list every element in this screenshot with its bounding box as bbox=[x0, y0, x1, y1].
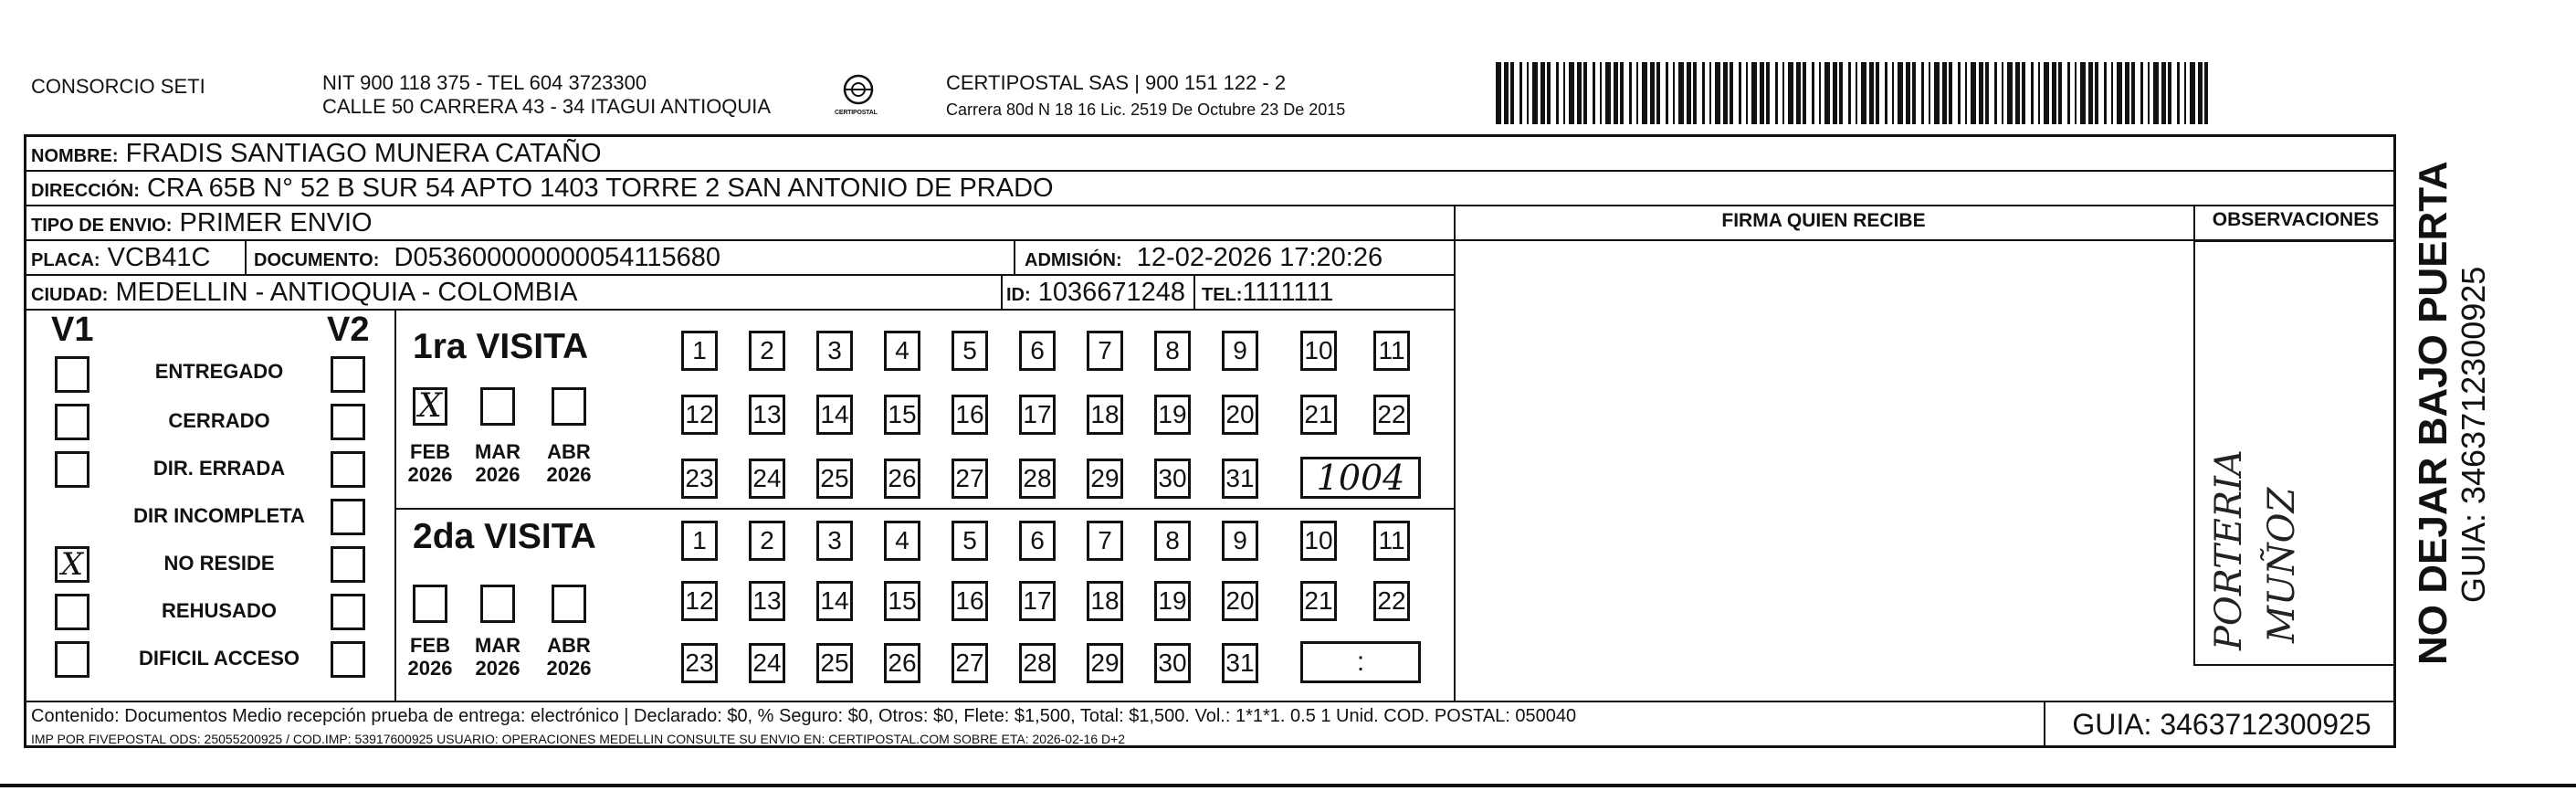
visit2-day-box[interactable]: 9 bbox=[1222, 521, 1258, 561]
visit1-day-box[interactable]: 1 bbox=[681, 331, 718, 371]
barcode bbox=[1496, 62, 2213, 124]
observation-line-2: MUÑOZ bbox=[2261, 487, 2303, 643]
v1-checkbox[interactable] bbox=[55, 594, 89, 630]
city-row: CIUDAD: MEDELLIN - ANTIOQUIA - COLOMBIA bbox=[31, 278, 578, 307]
visit2-day-box[interactable]: 22 bbox=[1373, 581, 1410, 621]
visit1-day-box[interactable]: 30 bbox=[1154, 459, 1191, 499]
visit1-day-box[interactable]: 28 bbox=[1019, 459, 1056, 499]
company-name: CONSORCIO SETI bbox=[31, 75, 205, 98]
visit1-day-box[interactable]: 21 bbox=[1300, 395, 1337, 435]
visit2-day-box[interactable]: 20 bbox=[1222, 581, 1258, 621]
reason-label: ENTREGADO bbox=[154, 360, 284, 383]
visit2-day-box[interactable]: 19 bbox=[1154, 581, 1191, 621]
v2-checkbox[interactable] bbox=[331, 356, 365, 393]
v2-checkbox[interactable] bbox=[331, 499, 365, 535]
recipient-name: FRADIS SANTIAGO MUNERA CATAÑO bbox=[125, 139, 602, 168]
visit1-day-box[interactable]: 29 bbox=[1087, 459, 1123, 499]
nit-line: NIT 900 118 375 - TEL 604 3723300 bbox=[322, 71, 647, 94]
visit2-month-checkbox[interactable] bbox=[480, 585, 515, 623]
visit1-day-box[interactable]: 19 bbox=[1154, 395, 1191, 435]
visit1-day-box[interactable]: 2 bbox=[749, 331, 785, 371]
address-line: CALLE 50 CARRERA 43 - 34 ITAGUI ANTIOQUIA bbox=[322, 95, 772, 118]
visit1-day-box[interactable]: 14 bbox=[816, 395, 853, 435]
signature-header: FIRMA QUIEN RECIBE bbox=[1721, 210, 1926, 231]
signature-area[interactable] bbox=[1457, 241, 2192, 698]
tel-value: 1111111 bbox=[1242, 278, 1334, 307]
visit2-day-box[interactable]: 1 bbox=[681, 521, 718, 561]
imp-line: IMP POR FIVEPOSTAL ODS: 25055200925 / COD.IMP: 53917600925 USUARIO: OPERACIONES MEDELLIN CONSULTE SU ENVIO EN: CERTIPOSTAL.COM SOBRE ETA: 2026-02-16 D+2 bbox=[31, 732, 1126, 746]
tel-cell: TEL:1111111 bbox=[1202, 278, 1334, 307]
v2-header: V2 bbox=[327, 311, 370, 349]
visit1-title: 1ra VISITA bbox=[413, 327, 589, 366]
visit2-day-box[interactable]: 17 bbox=[1019, 581, 1056, 621]
visit1-day-box[interactable]: 3 bbox=[816, 331, 853, 371]
visit1-day-box[interactable]: 8 bbox=[1154, 331, 1191, 371]
guia-footer: GUIA: 3463712300925 bbox=[2072, 708, 2371, 741]
id-cell: ID: 1036671248 bbox=[1006, 278, 1186, 307]
visit1-day-box[interactable]: 6 bbox=[1019, 331, 1056, 371]
visit2-day-box[interactable]: 14 bbox=[816, 581, 853, 621]
v1-checkbox[interactable]: X bbox=[55, 546, 89, 583]
visit1-day-box[interactable]: 31 bbox=[1222, 459, 1258, 499]
v1-checkbox[interactable] bbox=[55, 451, 89, 488]
v1-checkbox[interactable] bbox=[55, 404, 89, 440]
visit1-day-box[interactable]: 23 bbox=[681, 459, 718, 499]
visit1-day-box[interactable]: 25 bbox=[816, 459, 853, 499]
visit1-day-box[interactable]: 27 bbox=[952, 459, 988, 499]
reason-label: NO RESIDE bbox=[163, 552, 275, 575]
v2-checkbox[interactable] bbox=[331, 641, 365, 678]
reason-label: CERRADO bbox=[168, 409, 270, 432]
v1-checkbox[interactable] bbox=[55, 641, 89, 678]
visit1-day-box[interactable]: 18 bbox=[1087, 395, 1123, 435]
v1-checkbox[interactable] bbox=[55, 356, 89, 393]
visit1-month-checkbox[interactable]: X bbox=[413, 387, 447, 426]
reason-label: DIFICIL ACCESO bbox=[138, 647, 300, 670]
shipment-type: PRIMER ENVIO bbox=[179, 208, 373, 237]
visit1-day-box[interactable]: 7 bbox=[1087, 331, 1123, 371]
visit1-day-box[interactable]: 4 bbox=[884, 331, 920, 371]
certipostal-logo bbox=[833, 71, 884, 122]
observation-line-1: PORTERIA bbox=[2208, 449, 2250, 650]
city-value: MEDELLIN - ANTIOQUIA - COLOMBIA bbox=[115, 278, 578, 307]
content-line: Contenido: Documentos Medio recepción prueba de entrega: electrónico | Declarado: $0, % Seguro: $0, Otros: $0, Flete: $1,500, Total: $1,500. Vol.: 1*1*1. 0.5 1 Unid. COD. POSTAL: 050040 bbox=[31, 706, 1577, 726]
v1-header: V1 bbox=[51, 311, 94, 349]
visit2-day-box[interactable]: 30 bbox=[1154, 643, 1191, 683]
v2-checkbox[interactable] bbox=[331, 404, 365, 440]
visit2-day-box[interactable]: 4 bbox=[884, 521, 920, 561]
logo-text: CERTIPOSTAL bbox=[835, 110, 878, 116]
plate-value: VCB41C bbox=[107, 243, 211, 272]
visit1-month-checkbox[interactable] bbox=[480, 387, 515, 426]
visit2-day-box[interactable]: 27 bbox=[952, 643, 988, 683]
month-label: FEB 2026 bbox=[407, 634, 453, 680]
visit1-day-box[interactable]: 20 bbox=[1222, 395, 1258, 435]
month-label: ABR 2026 bbox=[546, 634, 592, 680]
visit1-day-box[interactable]: 16 bbox=[952, 395, 988, 435]
v2-checkbox[interactable] bbox=[331, 594, 365, 630]
visit1-day-box[interactable]: 9 bbox=[1222, 331, 1258, 371]
document-value: D053600000000054115680 bbox=[394, 243, 721, 272]
month-label: MAR 2026 bbox=[474, 440, 521, 486]
visit2-day-box[interactable]: 2 bbox=[749, 521, 785, 561]
document-cell: DOCUMENTO: D053600000000054115680 bbox=[254, 243, 721, 272]
visit2-month-checkbox[interactable] bbox=[552, 585, 586, 623]
reason-label: DIR. ERRADA bbox=[152, 457, 286, 480]
plate-cell: PLACA: VCB41C bbox=[31, 243, 211, 272]
visit2-day-box[interactable]: 6 bbox=[1019, 521, 1056, 561]
visit2-day-box[interactable]: 18 bbox=[1087, 581, 1123, 621]
visit2-day-box[interactable]: 21 bbox=[1300, 581, 1337, 621]
reason-label: DIR INCOMPLETA bbox=[133, 504, 305, 527]
visit2-day-box[interactable]: 29 bbox=[1087, 643, 1123, 683]
visit1-day-box[interactable]: 5 bbox=[952, 331, 988, 371]
observations-header: OBSERVACIONES bbox=[2212, 209, 2380, 230]
visit2-day-box[interactable]: 10 bbox=[1300, 521, 1337, 561]
visit2-day-box[interactable]: 28 bbox=[1019, 643, 1056, 683]
month-label: MAR 2026 bbox=[474, 634, 521, 680]
address-row: DIRECCIÓN: CRA 65B N° 52 B SUR 54 APTO 1403 TORRE 2 SAN ANTONIO DE PRADO bbox=[31, 174, 1054, 203]
visit1-day-box[interactable]: 15 bbox=[884, 395, 920, 435]
reason-label: REHUSADO bbox=[162, 599, 277, 622]
carrier-line: CERTIPOSTAL SAS | 900 151 122 - 2 bbox=[946, 71, 1287, 94]
visit2-day-box[interactable]: 5 bbox=[952, 521, 988, 561]
visit2-day-box[interactable]: 13 bbox=[749, 581, 785, 621]
visit2-day-box[interactable]: 16 bbox=[952, 581, 988, 621]
side-guia: GUIA: 3463712300925 bbox=[2455, 266, 2492, 603]
visit2-day-box[interactable]: 3 bbox=[816, 521, 853, 561]
visit2-day-box[interactable]: 26 bbox=[884, 643, 920, 683]
visit1-day-box[interactable]: 24 bbox=[749, 459, 785, 499]
visit1-time-box[interactable]: 1004 bbox=[1300, 457, 1421, 499]
visit1-day-box[interactable]: 11 bbox=[1373, 331, 1410, 371]
type-row: TIPO DE ENVIO: PRIMER ENVIO bbox=[31, 208, 373, 237]
visit1-day-box[interactable]: 10 bbox=[1300, 331, 1337, 371]
visit2-day-box[interactable]: 23 bbox=[681, 643, 718, 683]
visit2-day-box[interactable]: 7 bbox=[1087, 521, 1123, 561]
visit2-time-box[interactable]: : bbox=[1300, 641, 1421, 683]
visit1-day-box[interactable]: 13 bbox=[749, 395, 785, 435]
visit2-day-box[interactable]: 31 bbox=[1222, 643, 1258, 683]
visit1-day-box[interactable]: 17 bbox=[1019, 395, 1056, 435]
visit1-day-box[interactable]: 12 bbox=[681, 395, 718, 435]
visit1-month-checkbox[interactable] bbox=[552, 387, 586, 426]
visit2-month-checkbox[interactable] bbox=[413, 585, 447, 623]
month-label: FEB 2026 bbox=[407, 440, 453, 486]
visit2-day-box[interactable]: 12 bbox=[681, 581, 718, 621]
month-label: ABR 2026 bbox=[546, 440, 592, 486]
visit1-day-box[interactable]: 22 bbox=[1373, 395, 1410, 435]
visit2-day-box[interactable]: 8 bbox=[1154, 521, 1191, 561]
v2-checkbox[interactable] bbox=[331, 546, 365, 583]
license-line: Carrera 80d N 18 16 Lic. 2519 De Octubre 23 De 2015 bbox=[946, 100, 1346, 119]
visit2-day-box[interactable]: 15 bbox=[884, 581, 920, 621]
side-warning: NO DEJAR BAJO PUERTA bbox=[2411, 161, 2455, 665]
v2-checkbox[interactable] bbox=[331, 451, 365, 488]
id-value: 1036671248 bbox=[1037, 278, 1186, 307]
visit1-day-box[interactable]: 26 bbox=[884, 459, 920, 499]
visit2-day-box[interactable]: 11 bbox=[1373, 521, 1410, 561]
visit2-title: 2da VISITA bbox=[413, 517, 596, 556]
visit2-day-box[interactable]: 25 bbox=[816, 643, 853, 683]
admission-cell: ADMISIÓN: 12-02-2026 17:20:26 bbox=[1025, 243, 1383, 272]
name-row: NOMBRE: FRADIS SANTIAGO MUNERA CATAÑO bbox=[31, 139, 602, 168]
visit2-day-box[interactable]: 24 bbox=[749, 643, 785, 683]
recipient-address: CRA 65B N° 52 B SUR 54 APTO 1403 TORRE 2 SAN ANTONIO DE PRADO bbox=[146, 174, 1054, 203]
admission-value: 12-02-2026 17:20:26 bbox=[1136, 243, 1383, 272]
